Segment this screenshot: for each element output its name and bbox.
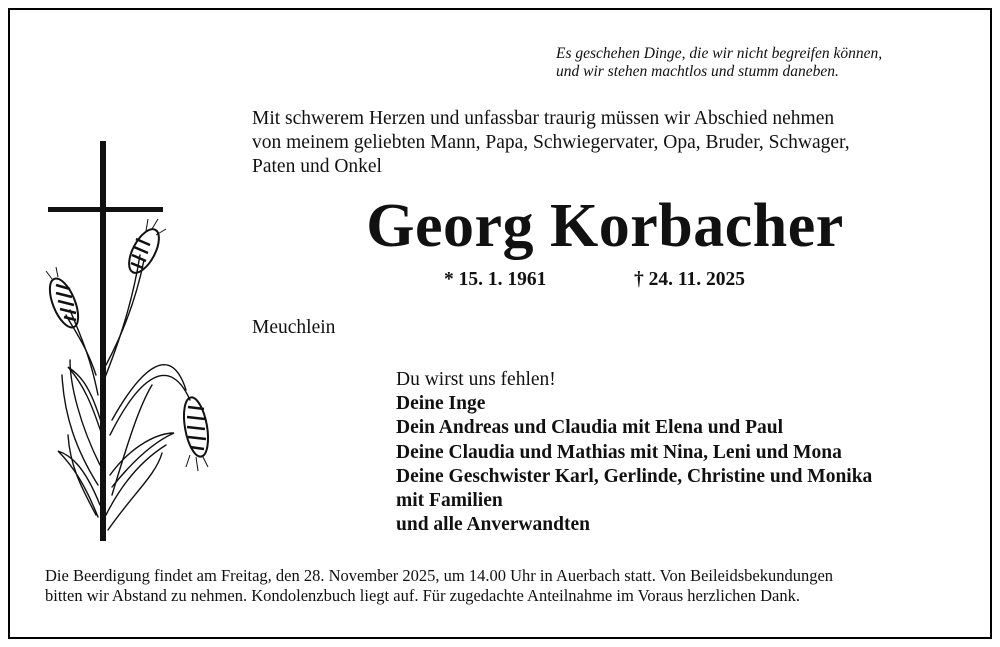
place-name: Meuchlein [252, 317, 336, 338]
mourner-line: Deine Inge [396, 393, 486, 415]
footer-line: bitten wir Abstand zu nehmen. Kondolenzbuch liegt auf. Für zugedachte Anteilnahme im Voraus herzlichen Dank. [45, 586, 800, 605]
wheat-ear-icon [180, 396, 212, 471]
quote-line: und wir stehen machtlos und stumm daneben. [556, 63, 839, 80]
quote-line: Es geschehen Dinge, die wir nicht begreifen können, [556, 45, 883, 62]
mourner-line: mit Familien [396, 490, 503, 512]
wheat-ear-icon [123, 219, 166, 277]
mourner-line: und alle Anverwandten [396, 514, 590, 536]
mourners-block [396, 368, 986, 537]
mourner-line: Deine Claudia und Mathias mit Nina, Leni und Mona [396, 441, 842, 463]
birth-date: * 15. 1. 1961 [444, 269, 547, 290]
mourner-line: Deine Geschwister Karl, Gerlinde, Christine und Monika [396, 465, 873, 487]
intro-line: Mit schwerem Herzen und unfassbar traurig müssen wir Abschied nehmen [252, 108, 835, 129]
death-date: † 24. 11. 2025 [634, 269, 746, 290]
cross-and-wheat-artwork [40, 135, 220, 545]
footer-line: Die Beerdigung findet am Freitag, den 28. November 2025, um 14.00 Uhr in Auerbach statt. Von Beileidsbekundungen [45, 566, 834, 585]
opening-quote [556, 45, 976, 81]
mourners-opening: Du wirst uns fehlen! [396, 369, 556, 390]
wheat-ear-icon [44, 267, 84, 331]
wheat-ears-icon [58, 255, 190, 530]
intro-line: von meinem geliebten Mann, Papa, Schwiegervater, Opa, Bruder, Schwager, [252, 132, 850, 153]
deceased-name: Georg Korbacher [366, 192, 844, 260]
funeral-information [45, 566, 985, 606]
intro-line: Paten und Onkel [252, 156, 382, 177]
intro-text [252, 107, 972, 179]
mourner-line: Dein Andreas und Claudia mit Elena und Paul [396, 417, 784, 439]
